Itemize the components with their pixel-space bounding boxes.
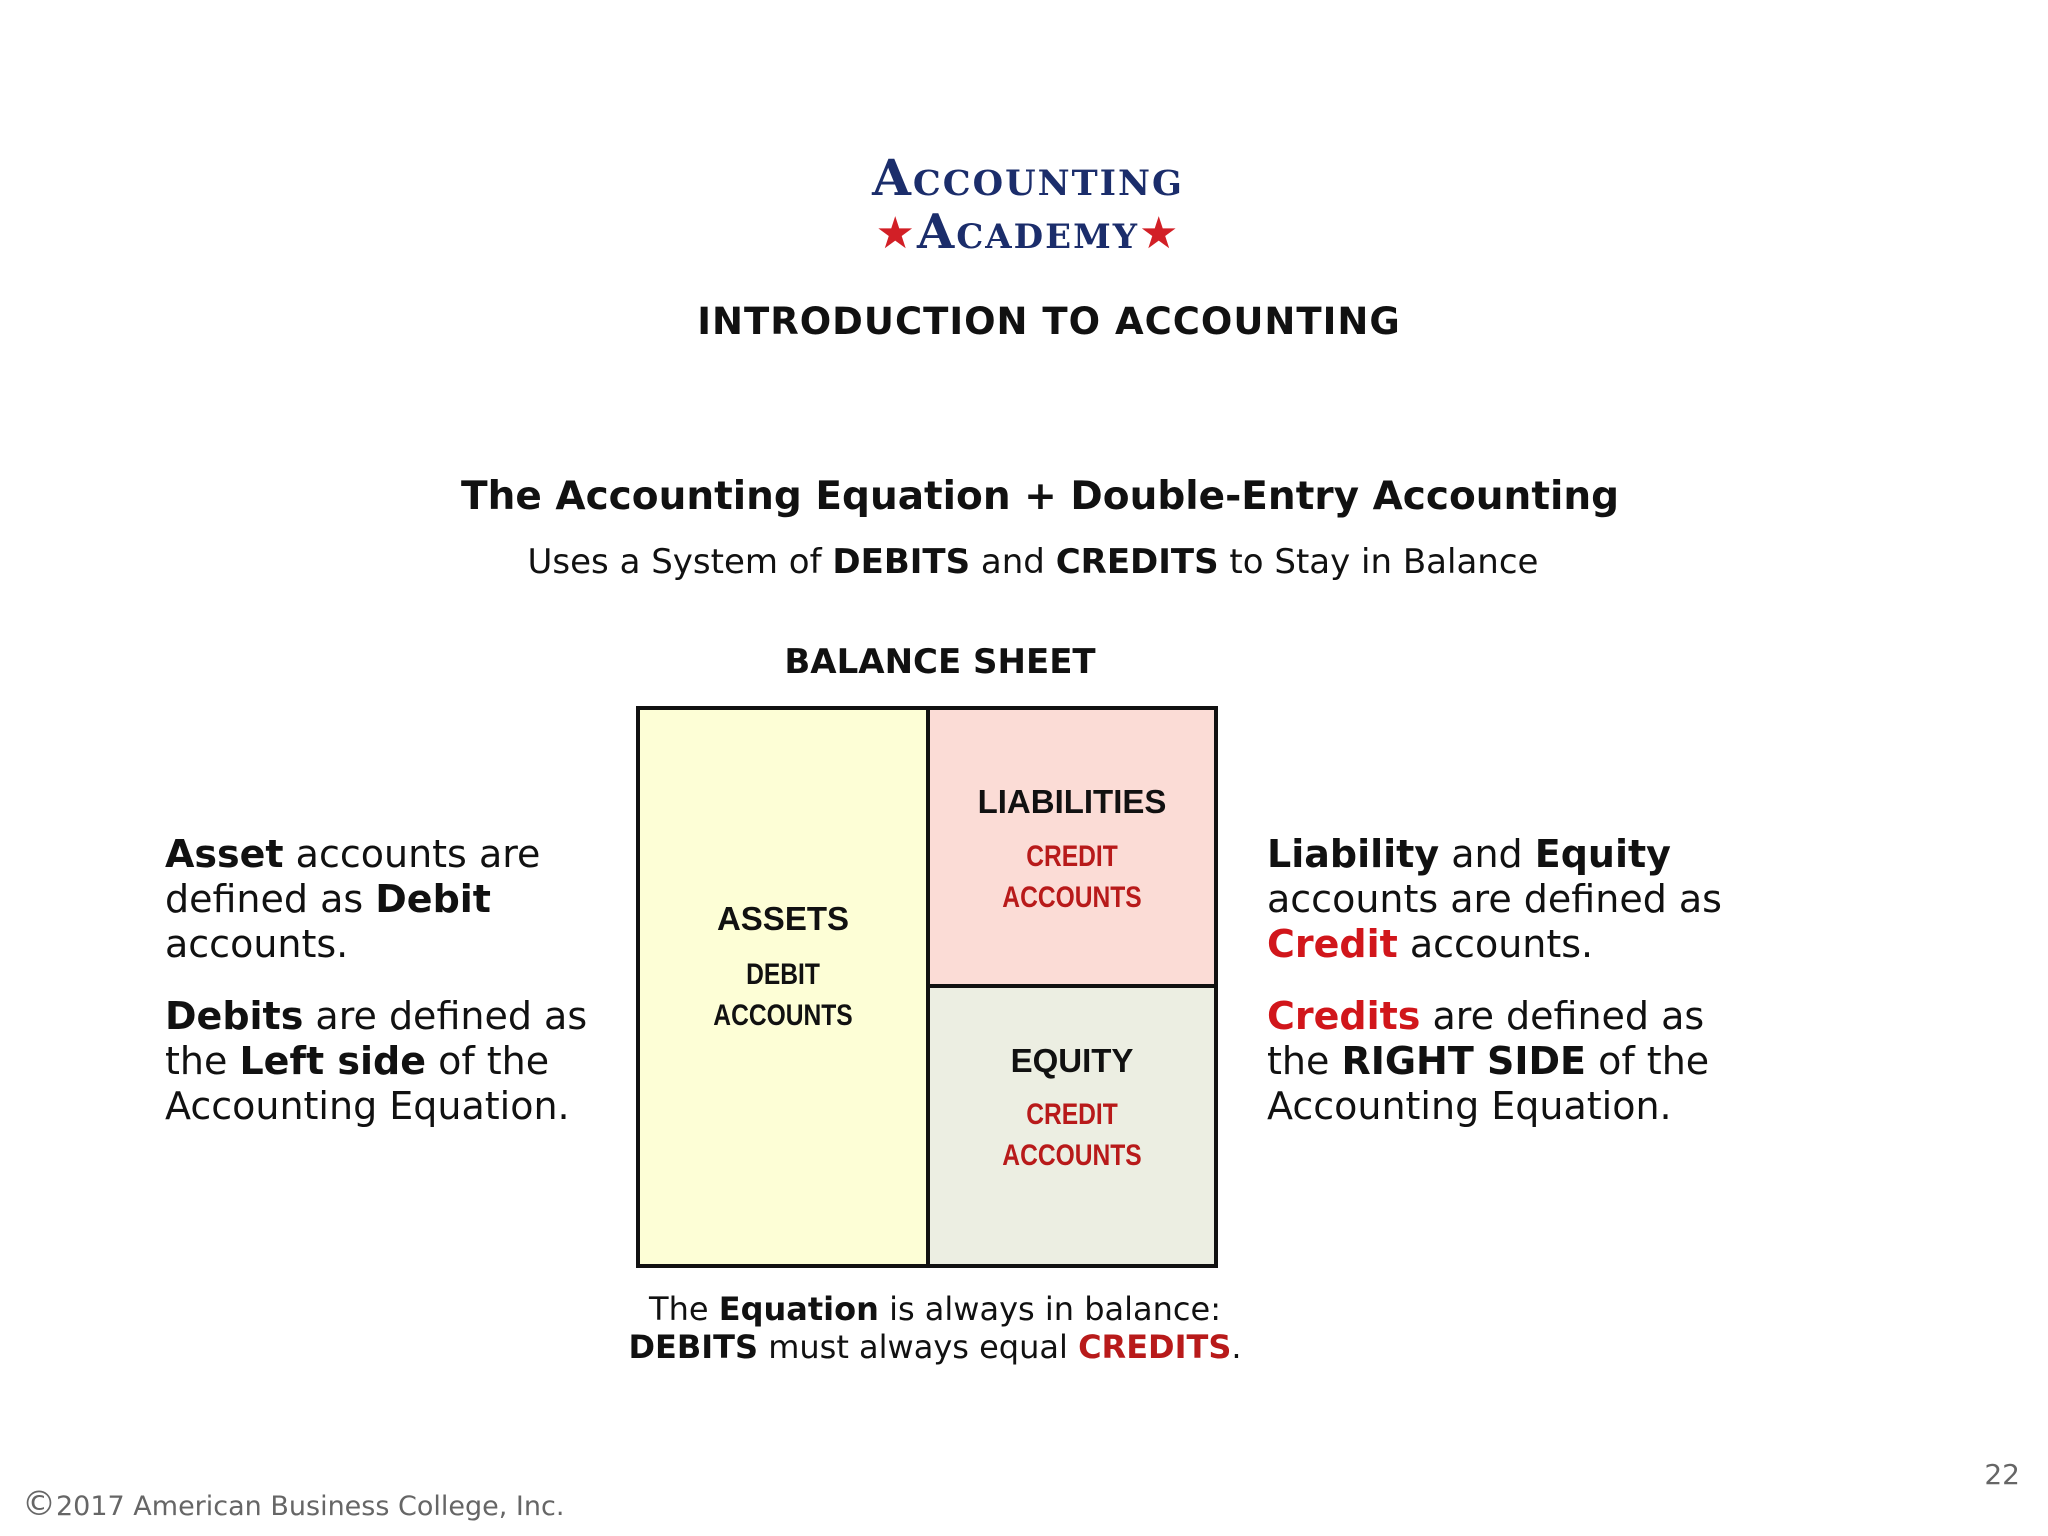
slide-title: The Accounting Equation + Double-Entry Accounting [460,474,1620,519]
balance-sheet-diagram [636,706,1218,1268]
copyright [22,1484,564,1524]
slide-subtitle [0,542,2048,582]
balance-sheet-title: BALANCE SHEET [784,642,1096,682]
subtitle-text: to Stay in Balance [1218,542,1539,582]
equity-type-2: ACCOUNTS [1002,1139,1142,1172]
subtitle-text: Uses a System of [527,542,833,582]
balance-note-line-2 [600,1328,1270,1366]
equity-cell [930,988,1214,1264]
text: of the Accounting Equation. [165,1039,570,1128]
text: are defined as the [1267,994,1705,1083]
text: accounts are defined as [165,832,541,921]
liabilities-type-2: ACCOUNTS [1002,881,1142,914]
logo-line-1: Accounting [872,148,1184,207]
liabilities-label: LIABILITIES [977,783,1167,820]
text: of the Accounting Equation. [1267,1039,1710,1128]
text: accounts. [165,922,349,966]
page-number: 22 [1984,1458,2020,1491]
credit-paragraph-1 [1267,832,1767,967]
subtitle-debits: DEBITS [832,542,971,582]
assets-label: ASSETS [716,900,850,937]
subtitle-credits: CREDITS [1055,542,1219,582]
bold-term: Debits [165,994,304,1038]
assets-type-2: ACCOUNTS [713,999,853,1032]
course-title: INTRODUCTION TO ACCOUNTING [697,300,1401,343]
bold-term: DEBITS [628,1328,759,1366]
balance-note [600,1290,1270,1366]
credit-paragraph-2 [1267,994,1767,1129]
bold-term: Left side [239,1039,426,1083]
text: is always in balance: [878,1290,1221,1328]
star-icon: ★ [875,208,917,259]
red-term: Credits [1267,994,1421,1038]
academy-logo [836,148,1220,258]
subtitle-text: and [970,542,1056,582]
liabilities-type-1: CREDIT [1026,840,1118,873]
credit-explanation [1267,832,1767,1129]
copyright-text: 2017 American Business College, Inc. [56,1491,565,1522]
copyright-icon: © [22,1484,56,1524]
bold-term: Asset [165,832,284,876]
star-icon: ★ [1139,208,1181,259]
balance-note-line-1 [600,1290,1270,1328]
debit-explanation [165,832,615,1129]
liabilities-cell [930,710,1214,988]
bold-term: Equation [718,1290,879,1328]
assets-type-1: DEBIT [746,958,820,991]
text: are defined as the [165,994,588,1083]
text: The [649,1290,719,1328]
bold-term: Equity [1534,832,1671,876]
red-term: Credit [1267,922,1398,966]
logo-line-2 [836,204,1220,260]
equity-type-1: CREDIT [1026,1098,1118,1131]
debit-paragraph-1 [165,832,615,967]
text: must always equal [758,1328,1079,1366]
logo-word: Academy [917,204,1139,260]
bold-term: RIGHT SIDE [1341,1039,1587,1083]
red-term: CREDITS [1078,1328,1232,1366]
text: accounts are defined as [1267,877,1722,921]
text: . [1231,1328,1242,1366]
assets-cell [640,710,930,1264]
text: accounts. [1397,922,1594,966]
equity-label: EQUITY [1010,1042,1134,1079]
text: and [1439,832,1535,876]
bold-term: Liability [1267,832,1440,876]
debit-paragraph-2 [165,994,615,1129]
bold-term: Debit [375,877,491,921]
